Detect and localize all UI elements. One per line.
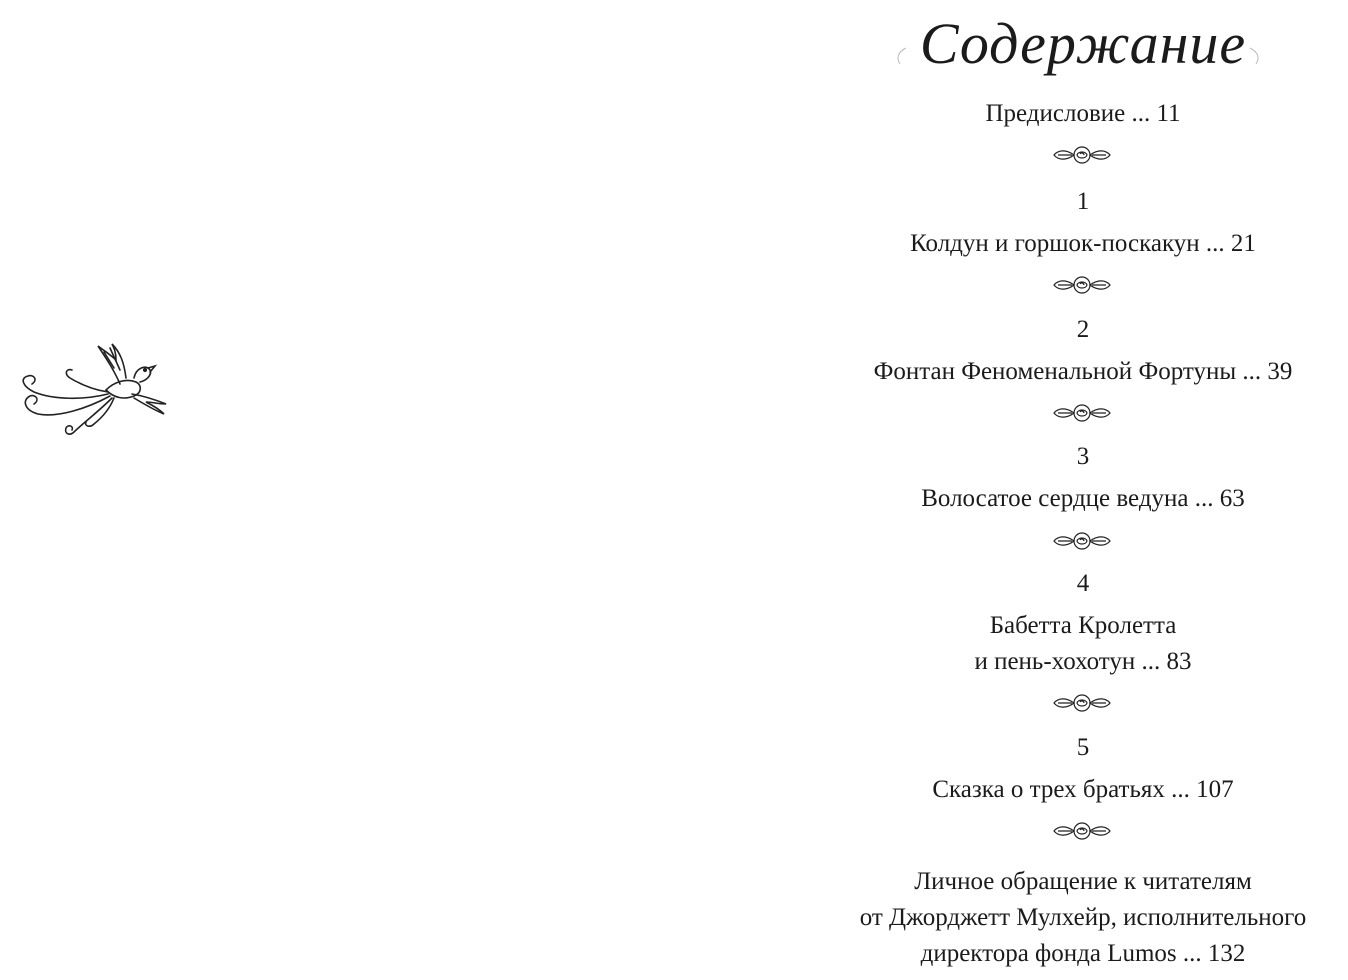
bird-icon <box>14 338 174 438</box>
rose-ornament-icon <box>1052 144 1112 166</box>
toc-entry-preface: Предисловие ... 11 <box>985 100 1181 127</box>
toc-entry-afterword: от Джорджетт Мулхейр, исполнительного <box>859 904 1307 931</box>
toc-entry-title: Сказка о трех братьях ... 107 <box>932 776 1234 803</box>
rose-ornament-icon <box>1052 820 1112 842</box>
page-title: Содержание <box>919 11 1247 76</box>
toc-entry-title: Бабетта Кролетта <box>989 612 1177 639</box>
toc-entry-title: и пень-хохотун ... 83 <box>974 648 1192 675</box>
toc-number: 4 <box>1076 570 1090 597</box>
toc-entry-title: Волосатое сердце ведуна ... 63 <box>921 485 1245 512</box>
toc-number: 1 <box>1076 188 1090 215</box>
rose-ornament-icon <box>1052 402 1112 424</box>
toc-number: 2 <box>1076 316 1090 343</box>
flourish-icon <box>892 44 908 70</box>
rose-ornament-icon <box>1052 274 1112 296</box>
toc-entry-afterword: Личное обращение к читателям <box>914 868 1252 895</box>
toc-entry-title: Колдун и горшок-поскакун ... 21 <box>910 230 1256 257</box>
rose-ornament-icon <box>1052 692 1112 714</box>
flourish-icon <box>1248 44 1264 70</box>
toc-number: 5 <box>1076 734 1090 761</box>
toc-entry-title: Фонтан Феноменальной Фортуны ... 39 <box>873 358 1293 385</box>
toc-entry-afterword: директора фонда Lumos ... 132 <box>920 940 1246 967</box>
rose-ornament-icon <box>1052 530 1112 552</box>
toc-number: 3 <box>1076 443 1090 470</box>
